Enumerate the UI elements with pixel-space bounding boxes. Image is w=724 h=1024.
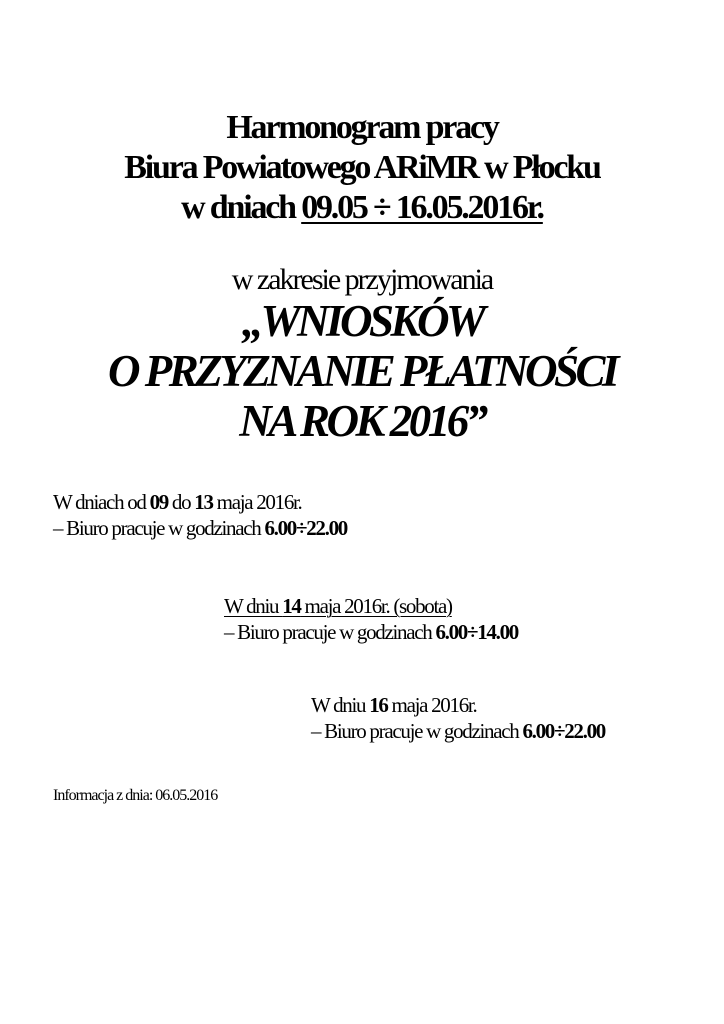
info-date: Informacja z dnia: 06.05.2016 — [53, 787, 218, 804]
main-title-line-2: O PRZYZNANIE PŁATNOŚCI — [107, 346, 617, 396]
main-title — [0, 296, 724, 446]
main-title-line-3: NA ROK 2016” — [239, 396, 485, 446]
schedule-entry-3 — [311, 692, 605, 744]
header-line-2: Biura Powiatowego ARiMR w Płocku — [124, 149, 600, 186]
schedule-entry-1-hours — [53, 515, 347, 541]
hours-prefix: – Biuro pracuje w godzinach — [224, 620, 436, 644]
hours-prefix: – Biuro pracuje w godzinach — [53, 516, 265, 540]
main-title-line-1: „WNIOSKÓW — [241, 296, 483, 346]
header-line-3-prefix: w dniach — [181, 189, 302, 226]
day: 14 — [282, 594, 301, 618]
schedule-entry-2-hours — [224, 619, 518, 645]
schedule-entry-2-date — [224, 593, 518, 619]
date-suffix: maja 2016r. (sobota) — [300, 594, 452, 618]
date-prefix: W dniu — [311, 693, 370, 717]
schedule-entry-3-hours — [311, 718, 605, 744]
header-date-range: 09.05 ÷ 16.05.2016r. — [301, 189, 543, 226]
date-mid: do — [167, 490, 195, 514]
day: 16 — [369, 693, 388, 717]
document-header — [0, 108, 724, 228]
header-line-3 — [0, 188, 724, 228]
hours-value: 6.00÷22.00 — [522, 719, 605, 743]
day-to: 13 — [194, 490, 213, 514]
hours-value: 6.00÷14.00 — [435, 620, 518, 644]
date-prefix: W dniach od — [53, 490, 150, 514]
day-from: 09 — [149, 490, 168, 514]
schedule-entry-1 — [53, 489, 347, 541]
date-prefix: W dniu — [224, 594, 283, 618]
date-suffix: maja 2016r. — [212, 490, 302, 514]
date-suffix: maja 2016r. — [387, 693, 477, 717]
schedule-entry-2 — [224, 593, 518, 645]
schedule-entry-1-date — [53, 489, 347, 515]
subtitle: w zakresie przyjmowania — [231, 263, 493, 296]
hours-value: 6.00÷22.00 — [264, 516, 347, 540]
schedule-entry-3-date — [311, 692, 605, 718]
hours-prefix: – Biuro pracuje w godzinach — [311, 719, 523, 743]
header-line-1: Harmonogram pracy — [226, 109, 498, 146]
